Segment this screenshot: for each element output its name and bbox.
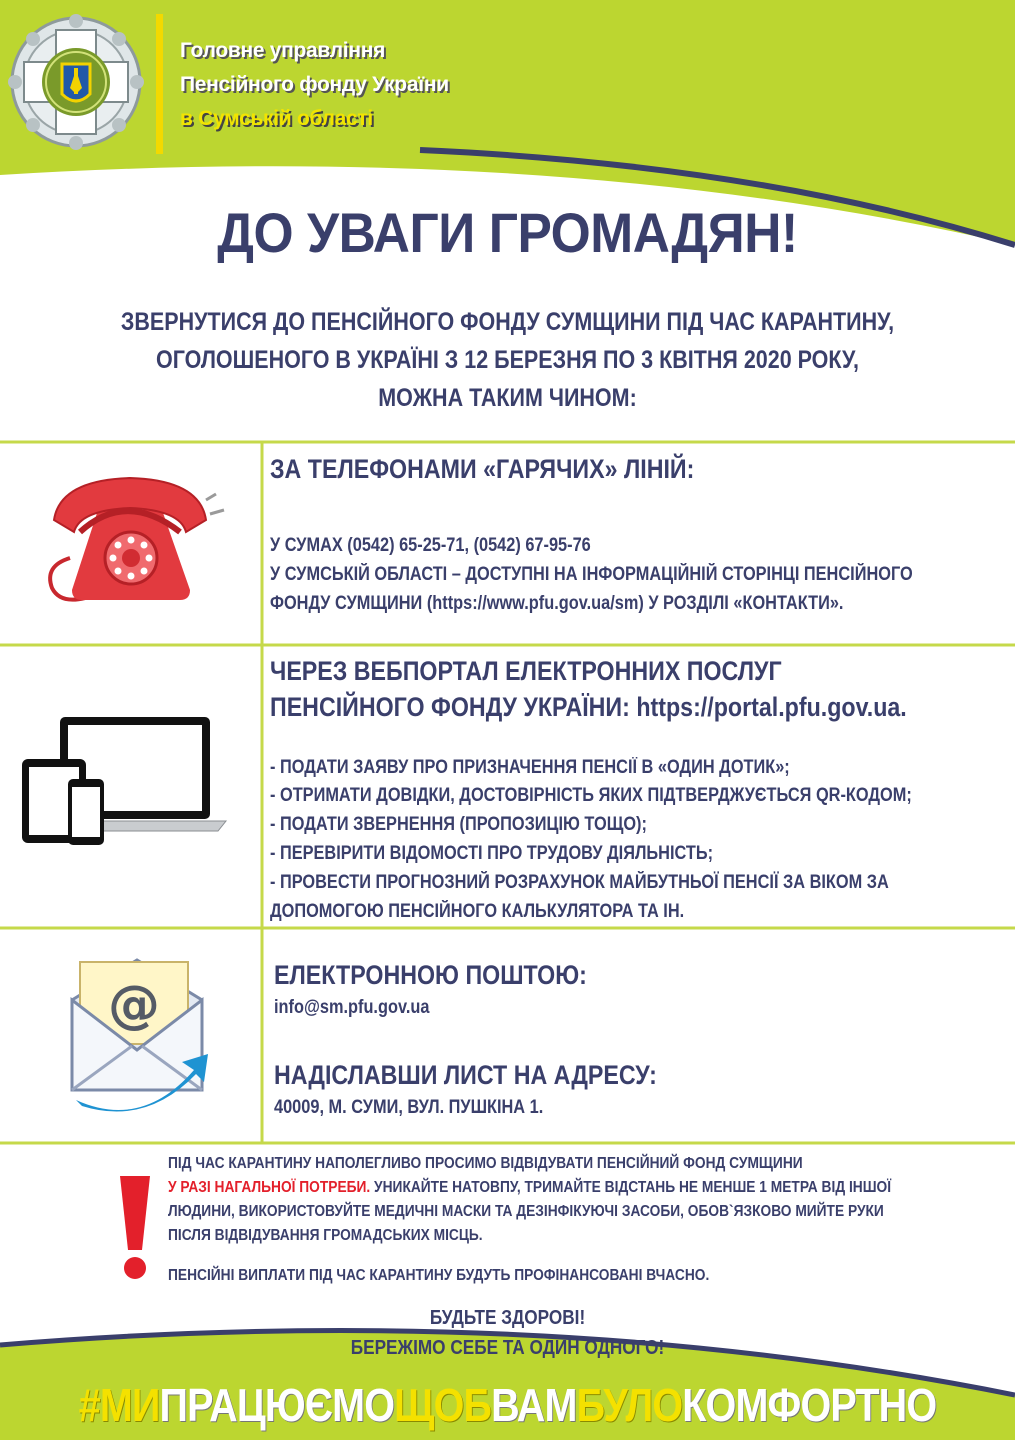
phone-line-contacts: ФОНДУ СУМЩИНИ (https://www.pfu.gov.ua/sm) У РОЗДІЛІ «КОНТАКТИ». xyxy=(270,593,844,614)
portal-item: - ПЕРЕВІРИТИ ВІДОМОСТІ ПРО ТРУДОВУ ДІЯЛЬНІСТЬ; xyxy=(270,843,714,864)
postal-address: 40009, М. СУМИ, ВУЛ. ПУШКІНА 1. xyxy=(274,1097,544,1118)
intro-line-1: ЗВЕРНУТИСЯ ДО ПЕНСІЙНОГО ФОНДУ СУМЩИНИ ПІД ЧАС КАРАНТИНУ, xyxy=(120,308,895,336)
notice-line-5: ПЕНСІЙНІ ВИПЛАТИ ПІД ЧАС КАРАНТИНУ БУДУТЬ ПРОФІНАНСОВАНІ ВЧАСНО. xyxy=(168,1267,710,1284)
org-name-line-2: Пенсійного фонду України xyxy=(180,73,449,96)
closing-line-1: БУДЬТЕ ЗДОРОВІ! xyxy=(429,1307,586,1329)
portal-item: - ОТРИМАТИ ДОВІДКИ, ДОСТОВІРНІСТЬ ЯКИХ ПІДТВЕРДЖУЄТЬСЯ QR-КОДОМ; xyxy=(270,785,912,806)
pension-fund-emblem-icon xyxy=(8,12,144,152)
org-name-line-1: Головне управління xyxy=(180,39,386,62)
hashtag-part: ЩОБ xyxy=(394,1379,492,1431)
intro-line-3: МОЖНА ТАКИМ ЧИНОМ: xyxy=(378,384,637,412)
org-name-line-3: в Сумській області xyxy=(180,107,373,130)
portal-heading-line-2 xyxy=(270,694,907,721)
portal-item: - ПОДАТИ ЗАЯВУ ПРО ПРИЗНАЧЕННЯ ПЕНСІЇ В «ОДИН ДОТИК»; xyxy=(270,757,790,778)
hashtag-part: ПРАЦЮЄМО xyxy=(159,1379,395,1431)
email-envelope-icon xyxy=(62,950,212,1120)
email-address-link[interactable]: info@sm.pfu.gov.ua xyxy=(274,997,430,1018)
hashtag-part: КОМФОРТНО xyxy=(682,1379,937,1431)
notice-line-3: ЛЮДИНИ, ВИКОРИСТОВУЙТЕ МЕДИЧНІ МАСКИ ТА ДЕЗІНФІКУЮЧІ ЗАСОБИ, ОБОВ`ЯЗКОВО МИЙТЕ РУКИ xyxy=(168,1203,884,1220)
closing-line-2: БЕРЕЖІМО СЕБЕ ТА ОДИН ОДНОГО! xyxy=(350,1337,665,1359)
hashtag-slogan xyxy=(71,1379,944,1431)
portal-heading-text: ПЕНСІЙНОГО ФОНДУ УКРАЇНИ: xyxy=(270,692,630,722)
intro-line-2: ОГОЛОШЕНОГО В УКРАЇНІ З 12 БЕРЕЗНЯ ПО 3 КВІТНЯ 2020 РОКУ, xyxy=(156,346,859,374)
notice-line-4: ПІСЛЯ ВІДВІДУВАННЯ ГРОМАДСЬКИХ МІСЦЬ. xyxy=(168,1227,483,1244)
portal-heading-line-1: ЧЕРЕЗ ВЕБПОРТАЛ ЕЛЕКТРОННИХ ПОСЛУГ xyxy=(270,656,782,686)
portal-item: ДОПОМОГОЮ ПЕНСІЙНОГО КАЛЬКУЛЯТОРА ТА ІН. xyxy=(270,901,685,922)
notice-line-2 xyxy=(168,1180,891,1196)
portal-url[interactable]: https://portal.pfu.gov.ua. xyxy=(636,692,907,722)
phone-line-sumy: У СУМАХ (0542) 65-25-71, (0542) 67-95-76 xyxy=(270,535,591,556)
portal-item: - ПОДАТИ ЗВЕРНЕННЯ (ПРОПОЗИЦІЮ ТОЩО); xyxy=(270,814,647,835)
notice-line-1: ПІД ЧАС КАРАНТИНУ НАПОЛЕГЛИВО ПРОСИМО ВІДВІДУВАТИ ПЕНСІЙНИЙ ФОНД СУМЩИНИ xyxy=(168,1155,803,1172)
post-heading: НАДІСЛАВШИ ЛИСТ НА АДРЕСУ: xyxy=(274,1060,657,1090)
exclamation-icon xyxy=(114,1172,156,1282)
telephone-icon xyxy=(30,470,230,620)
hashtag-part: #МИ xyxy=(78,1379,160,1431)
hashtag-part: БУЛО xyxy=(576,1379,683,1431)
devices-icon xyxy=(20,715,232,845)
portal-item: - ПРОВЕСТИ ПРОГНОЗНИЙ РОЗРАХУНОК МАЙБУТНЬОЇ ПЕНСІЇ ЗА ВІКОМ ЗА xyxy=(270,872,889,893)
svg-text:@: @ xyxy=(108,975,160,1035)
notice-emphasis: У РАЗІ НАГАЛЬНОЇ ПОТРЕБИ. xyxy=(168,1179,371,1196)
phone-line-region: У СУМСЬКІЙ ОБЛАСТІ – ДОСТУПНІ НА ІНФОРМАЦІЙНІЙ СТОРІНЦІ ПЕНСІЙНОГО xyxy=(270,564,913,585)
header-gold-bar xyxy=(156,14,163,154)
hashtag-part: ВАМ xyxy=(491,1379,577,1431)
notice-line-2-text: УНИКАЙТЕ НАТОВПУ, ТРИМАЙТЕ ВІДСТАНЬ НЕ МЕНШЕ 1 МЕТРА ВІД ІНШОЇ xyxy=(370,1179,892,1196)
page-title: ДО УВАГИ ГРОМАДЯН! xyxy=(217,201,798,264)
email-heading: ЕЛЕКТРОННОЮ ПОШТОЮ: xyxy=(274,960,587,990)
phone-section-heading: ЗА ТЕЛЕФОНАМИ «ГАРЯЧИХ» ЛІНІЙ: xyxy=(270,454,695,484)
